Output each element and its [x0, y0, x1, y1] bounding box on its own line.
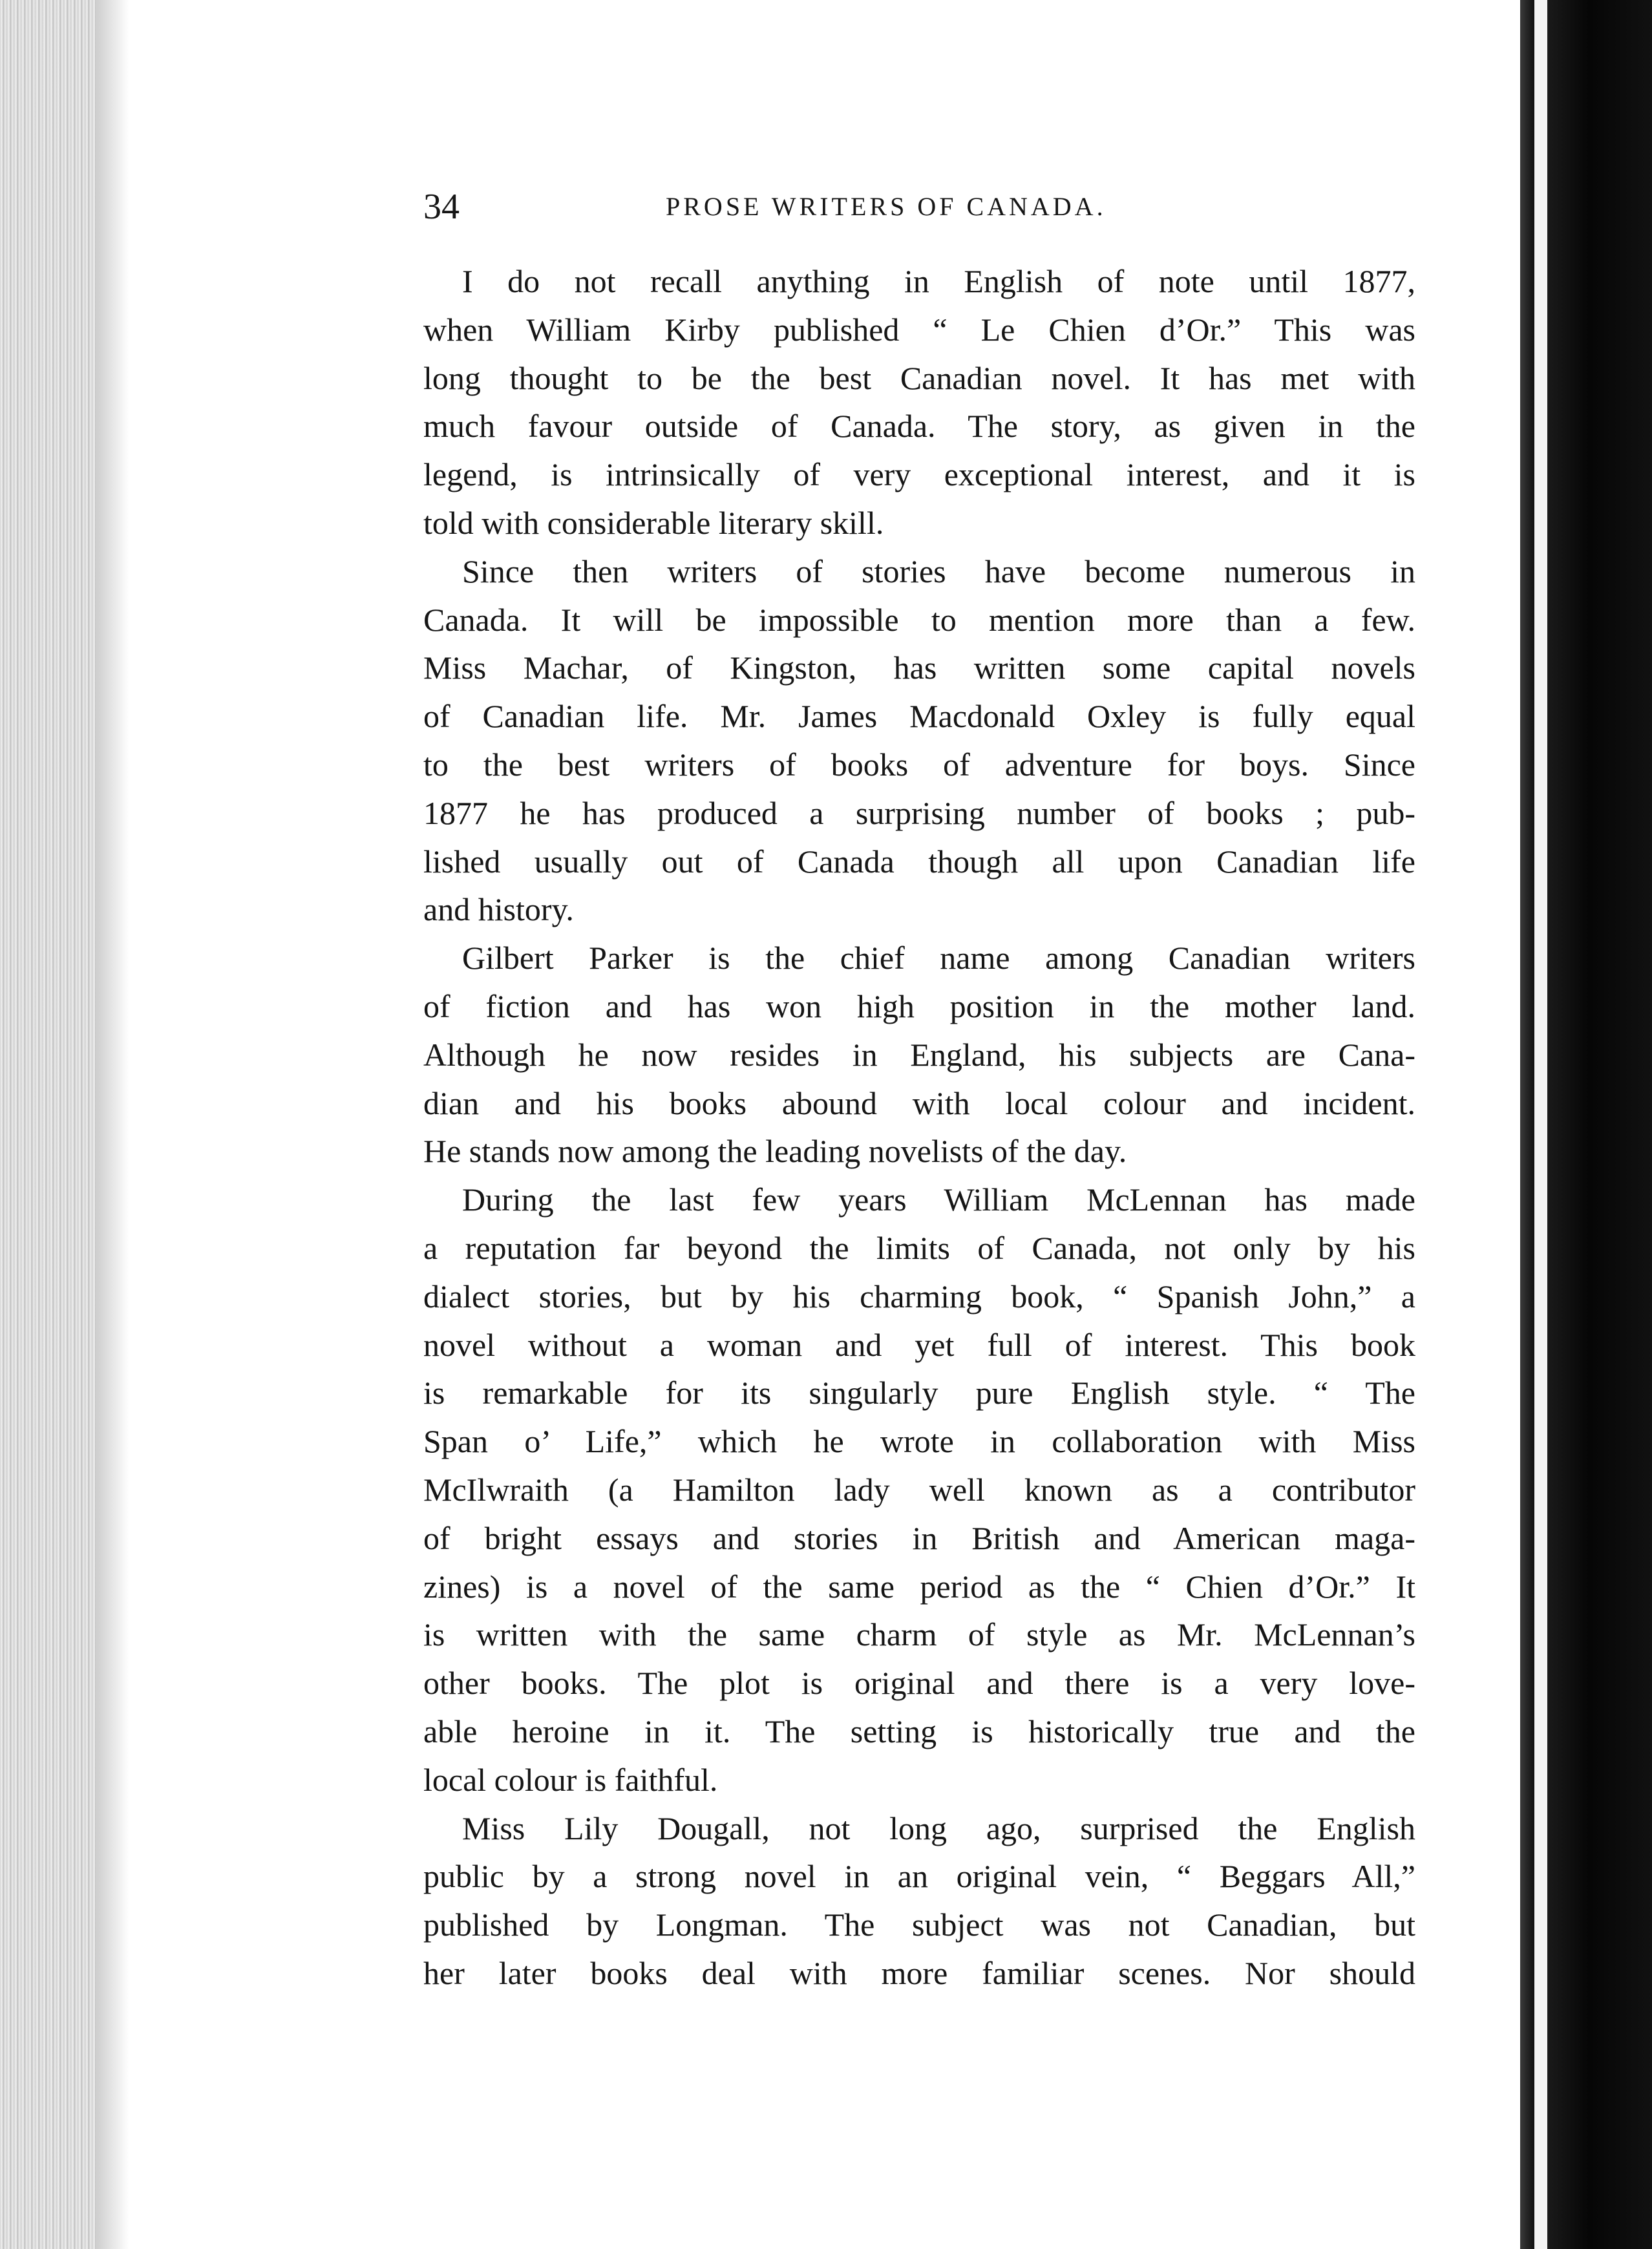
- text-line: dialect stories, but by his charming book, “ Spanish John,” a: [423, 1278, 1415, 1315]
- running-title: PROSE WRITERS OF CANADA.: [666, 192, 1107, 221]
- text-line: He stands now among the leading novelists of the day.: [423, 1133, 1127, 1170]
- binding-edge-inner: [1520, 0, 1534, 2249]
- text-line: much favour outside of Canada. The story, as given in the: [423, 408, 1415, 445]
- text-line: published by Longman. The subject was not Canadian, but: [423, 1906, 1415, 1943]
- text-line: dian and his books abound with local colour and incident.: [423, 1084, 1415, 1121]
- text-line: other books. The plot is original and there is a very love-: [423, 1665, 1415, 1702]
- text-line: Although he now resides in England, his subjects are Cana-: [423, 1036, 1415, 1073]
- text-line: zines) is a novel of the same period as the “ Chien d’Or.” It: [423, 1568, 1415, 1605]
- book-page: [129, 0, 1520, 2249]
- text-line: I do not recall anything in English of note until 1877,: [462, 263, 1415, 299]
- text-line: Gilbert Parker is the chief name among Canadian writers: [462, 940, 1415, 977]
- binding-gap: [1534, 0, 1547, 2249]
- body-text: [423, 257, 1415, 1998]
- text-line: Canada. It will be impossible to mention more than a few.: [423, 601, 1415, 638]
- text-line: is remarkable for its singularly pure English style. “ The: [423, 1375, 1415, 1411]
- text-line: of bright essays and stories in British and American maga-: [423, 1519, 1415, 1556]
- text-line: is written with the same charm of style as Mr. McLennan’s: [423, 1616, 1415, 1653]
- text-line: local colour is faithful.: [423, 1761, 718, 1798]
- text-line: and history.: [423, 891, 574, 928]
- text-line: her later books deal with more familiar scenes. Nor should: [423, 1954, 1415, 1991]
- text-line: 1877 he has produced a surprising number of books ; pub-: [423, 794, 1415, 831]
- text-line: Miss Lily Dougall, not long ago, surprised the English: [462, 1810, 1415, 1846]
- text-line: During the last few years William McLennan has made: [462, 1181, 1415, 1218]
- book-binding-right: [1547, 0, 1652, 2249]
- page-edges-left: [0, 0, 97, 2249]
- text-line: told with considerable literary skill.: [423, 504, 884, 541]
- page-header: [423, 181, 1328, 233]
- text-line: legend, is intrinsically of very exceptional interest, and it is: [423, 456, 1415, 493]
- page-number: 34: [423, 187, 460, 227]
- text-line: when William Kirby published “ Le Chien d’Or.” This was: [423, 311, 1415, 348]
- text-line: McIlwraith (a Hamilton lady well known as a contributor: [423, 1471, 1415, 1508]
- text-line: a reputation far beyond the limits of Canada, not only by his: [423, 1229, 1415, 1266]
- text-line: of fiction and has won high position in the mother land.: [423, 987, 1415, 1024]
- text-line: to the best writers of books of adventure for boys. Since: [423, 746, 1415, 783]
- text-line: lished usually out of Canada though all upon Canadian life: [423, 843, 1415, 880]
- text-line: Miss Machar, of Kingston, has written some capital novels: [423, 649, 1415, 686]
- gutter-shadow: [97, 0, 129, 2249]
- text-line: able heroine in it. The setting is historically true and the: [423, 1713, 1415, 1749]
- text-line: Since then writers of stories have become numerous in: [462, 553, 1415, 589]
- text-line: public by a strong novel in an original vein, “ Beggars All,”: [423, 1858, 1415, 1895]
- text-line: novel without a woman and yet full of interest. This book: [423, 1326, 1415, 1363]
- text-line: of Canadian life. Mr. James Macdonald Oxley is fully equal: [423, 698, 1415, 735]
- text-line: long thought to be the best Canadian novel. It has met with: [423, 359, 1415, 396]
- text-line: Span o’ Life,” which he wrote in collaboration with Miss: [423, 1423, 1415, 1460]
